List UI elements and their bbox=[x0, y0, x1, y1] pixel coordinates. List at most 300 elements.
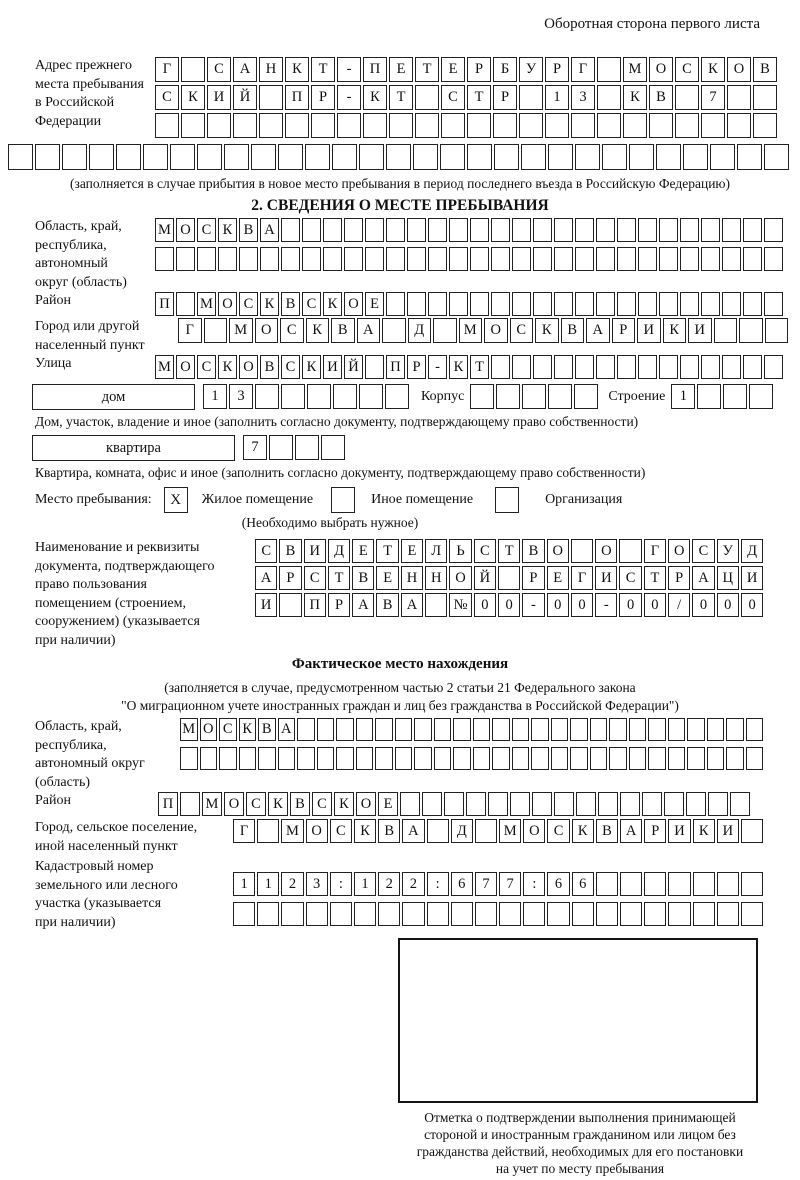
char-box[interactable]: О bbox=[449, 566, 471, 590]
char-box[interactable] bbox=[386, 247, 405, 271]
char-box[interactable] bbox=[714, 318, 738, 343]
char-box[interactable] bbox=[746, 718, 764, 741]
char-box[interactable]: Т bbox=[415, 57, 439, 82]
char-box[interactable] bbox=[180, 747, 198, 770]
char-box[interactable]: Д bbox=[741, 539, 763, 563]
char-box[interactable]: А bbox=[692, 566, 714, 590]
char-box[interactable] bbox=[701, 113, 725, 138]
char-box[interactable] bbox=[597, 85, 621, 110]
char-box[interactable] bbox=[590, 718, 608, 741]
char-box[interactable] bbox=[434, 718, 452, 741]
char-box[interactable] bbox=[764, 144, 789, 170]
char-box[interactable]: В bbox=[260, 355, 279, 379]
char-box[interactable] bbox=[533, 355, 552, 379]
char-box[interactable] bbox=[609, 718, 627, 741]
char-box[interactable] bbox=[307, 384, 331, 409]
char-box[interactable]: В bbox=[258, 718, 276, 741]
char-box[interactable] bbox=[717, 872, 739, 896]
char-box[interactable] bbox=[281, 902, 303, 926]
char-box[interactable]: О bbox=[344, 292, 363, 316]
char-box[interactable] bbox=[668, 872, 690, 896]
char-box[interactable] bbox=[727, 85, 751, 110]
char-box[interactable] bbox=[475, 902, 497, 926]
char-box[interactable] bbox=[204, 318, 228, 343]
char-box[interactable] bbox=[499, 902, 521, 926]
char-box[interactable]: В bbox=[561, 318, 585, 343]
char-box[interactable] bbox=[491, 355, 510, 379]
char-box[interactable] bbox=[575, 292, 594, 316]
char-box[interactable] bbox=[708, 792, 728, 816]
char-box[interactable]: К bbox=[623, 85, 647, 110]
char-box[interactable] bbox=[493, 113, 517, 138]
char-box[interactable]: И bbox=[637, 318, 661, 343]
char-box[interactable] bbox=[255, 384, 279, 409]
char-box[interactable]: Р bbox=[545, 57, 569, 82]
char-box[interactable] bbox=[680, 247, 699, 271]
char-box[interactable] bbox=[218, 247, 237, 271]
char-box[interactable] bbox=[617, 355, 636, 379]
char-box[interactable]: Д bbox=[408, 318, 432, 343]
char-box[interactable] bbox=[722, 292, 741, 316]
char-box[interactable] bbox=[687, 747, 705, 770]
char-box[interactable]: Г bbox=[644, 539, 666, 563]
char-box[interactable]: Т bbox=[498, 539, 520, 563]
char-box[interactable] bbox=[597, 113, 621, 138]
char-box[interactable]: Р bbox=[522, 566, 544, 590]
char-box[interactable]: Т bbox=[389, 85, 413, 110]
char-box[interactable] bbox=[596, 872, 618, 896]
char-box[interactable]: А bbox=[620, 819, 642, 843]
char-box[interactable] bbox=[642, 792, 662, 816]
char-box[interactable]: : bbox=[330, 872, 352, 896]
char-box[interactable]: Т bbox=[467, 85, 491, 110]
char-box[interactable]: 0 bbox=[547, 593, 569, 617]
char-box[interactable] bbox=[737, 144, 762, 170]
char-box[interactable] bbox=[281, 218, 300, 242]
char-box[interactable] bbox=[386, 144, 411, 170]
char-box[interactable] bbox=[623, 113, 647, 138]
char-box[interactable] bbox=[554, 792, 574, 816]
dom-type-field[interactable]: дом bbox=[32, 384, 195, 410]
char-box[interactable]: В bbox=[290, 792, 310, 816]
char-box[interactable] bbox=[664, 792, 684, 816]
char-box[interactable] bbox=[710, 144, 735, 170]
char-box[interactable] bbox=[512, 355, 531, 379]
char-box[interactable] bbox=[181, 113, 205, 138]
char-box[interactable] bbox=[278, 747, 296, 770]
char-box[interactable] bbox=[680, 292, 699, 316]
char-box[interactable]: Р bbox=[311, 85, 335, 110]
char-box[interactable] bbox=[617, 218, 636, 242]
char-box[interactable] bbox=[697, 384, 721, 409]
char-box[interactable]: Р bbox=[644, 819, 666, 843]
char-box[interactable] bbox=[306, 902, 328, 926]
char-box[interactable]: К bbox=[285, 57, 309, 82]
char-box[interactable] bbox=[354, 902, 376, 926]
char-box[interactable] bbox=[176, 247, 195, 271]
char-box[interactable]: Р bbox=[493, 85, 517, 110]
char-box[interactable]: О bbox=[176, 355, 195, 379]
char-box[interactable] bbox=[548, 384, 572, 409]
char-box[interactable] bbox=[363, 113, 387, 138]
char-box[interactable]: Т bbox=[470, 355, 489, 379]
char-box[interactable] bbox=[488, 792, 508, 816]
char-box[interactable]: 1 bbox=[545, 85, 569, 110]
char-box[interactable]: С bbox=[197, 355, 216, 379]
char-box[interactable]: О bbox=[306, 819, 328, 843]
char-box[interactable]: - bbox=[428, 355, 447, 379]
char-box[interactable] bbox=[531, 747, 549, 770]
char-box[interactable] bbox=[675, 113, 699, 138]
char-box[interactable]: 6 bbox=[451, 872, 473, 896]
char-box[interactable]: 0 bbox=[741, 593, 763, 617]
char-box[interactable] bbox=[648, 747, 666, 770]
char-box[interactable]: № bbox=[449, 593, 471, 617]
char-box[interactable] bbox=[470, 292, 489, 316]
char-box[interactable]: К bbox=[363, 85, 387, 110]
char-box[interactable] bbox=[444, 792, 464, 816]
char-box[interactable]: С bbox=[219, 718, 237, 741]
char-box[interactable]: И bbox=[304, 539, 326, 563]
char-box[interactable] bbox=[378, 902, 400, 926]
char-box[interactable] bbox=[701, 247, 720, 271]
char-box[interactable] bbox=[336, 718, 354, 741]
char-box[interactable]: К bbox=[218, 218, 237, 242]
char-box[interactable] bbox=[523, 902, 545, 926]
char-box[interactable]: 2 bbox=[378, 872, 400, 896]
char-box[interactable] bbox=[473, 747, 491, 770]
char-box[interactable]: М bbox=[180, 718, 198, 741]
char-box[interactable] bbox=[532, 792, 552, 816]
char-box[interactable] bbox=[620, 872, 642, 896]
char-box[interactable]: С bbox=[619, 566, 641, 590]
char-box[interactable] bbox=[686, 792, 706, 816]
char-box[interactable] bbox=[415, 85, 439, 110]
char-box[interactable] bbox=[649, 113, 673, 138]
char-box[interactable]: Е bbox=[441, 57, 465, 82]
kvartira-type-field[interactable]: квартира bbox=[32, 435, 235, 461]
char-box[interactable]: 3 bbox=[306, 872, 328, 896]
char-box[interactable] bbox=[659, 218, 678, 242]
char-box[interactable]: У bbox=[717, 539, 739, 563]
char-box[interactable]: В bbox=[352, 566, 374, 590]
char-box[interactable]: Е bbox=[378, 792, 398, 816]
char-box[interactable] bbox=[659, 355, 678, 379]
char-box[interactable] bbox=[407, 292, 426, 316]
char-box[interactable] bbox=[181, 57, 205, 82]
char-box[interactable] bbox=[302, 247, 321, 271]
char-box[interactable]: К bbox=[260, 292, 279, 316]
char-box[interactable]: 0 bbox=[644, 593, 666, 617]
char-box[interactable] bbox=[323, 247, 342, 271]
char-box[interactable] bbox=[395, 747, 413, 770]
char-box[interactable] bbox=[433, 318, 457, 343]
char-box[interactable] bbox=[258, 747, 276, 770]
char-box[interactable]: Й bbox=[344, 355, 363, 379]
char-box[interactable]: - bbox=[337, 85, 361, 110]
char-box[interactable]: Ь bbox=[449, 539, 471, 563]
char-box[interactable] bbox=[449, 292, 468, 316]
char-box[interactable] bbox=[375, 747, 393, 770]
char-box[interactable] bbox=[749, 384, 773, 409]
char-box[interactable] bbox=[753, 113, 777, 138]
char-box[interactable] bbox=[428, 292, 447, 316]
char-box[interactable] bbox=[233, 113, 257, 138]
char-box[interactable] bbox=[386, 218, 405, 242]
char-box[interactable] bbox=[554, 247, 573, 271]
char-box[interactable] bbox=[726, 747, 744, 770]
char-box[interactable] bbox=[336, 747, 354, 770]
char-box[interactable]: В bbox=[239, 218, 258, 242]
char-box[interactable]: С bbox=[155, 85, 179, 110]
char-box[interactable] bbox=[116, 144, 141, 170]
char-box[interactable] bbox=[644, 902, 666, 926]
char-box[interactable]: В bbox=[376, 593, 398, 617]
char-box[interactable]: И bbox=[688, 318, 712, 343]
char-box[interactable]: М bbox=[229, 318, 253, 343]
char-box[interactable]: Е bbox=[352, 539, 374, 563]
char-box[interactable] bbox=[707, 747, 725, 770]
char-box[interactable] bbox=[575, 144, 600, 170]
char-box[interactable] bbox=[596, 218, 615, 242]
char-box[interactable]: 0 bbox=[619, 593, 641, 617]
char-box[interactable] bbox=[365, 247, 384, 271]
char-box[interactable]: 1 bbox=[203, 384, 227, 409]
char-box[interactable] bbox=[359, 384, 383, 409]
char-box[interactable] bbox=[521, 144, 546, 170]
char-box[interactable] bbox=[533, 247, 552, 271]
char-box[interactable] bbox=[170, 144, 195, 170]
char-box[interactable]: О bbox=[727, 57, 751, 82]
char-box[interactable] bbox=[89, 144, 114, 170]
char-box[interactable]: А bbox=[233, 57, 257, 82]
char-box[interactable]: Р bbox=[668, 566, 690, 590]
char-box[interactable]: О bbox=[200, 718, 218, 741]
char-box[interactable]: А bbox=[278, 718, 296, 741]
char-box[interactable]: К bbox=[693, 819, 715, 843]
char-box[interactable]: К bbox=[701, 57, 725, 82]
char-box[interactable] bbox=[176, 292, 195, 316]
char-box[interactable]: М bbox=[459, 318, 483, 343]
char-box[interactable]: С bbox=[547, 819, 569, 843]
char-box[interactable]: М bbox=[202, 792, 222, 816]
char-box[interactable] bbox=[548, 144, 573, 170]
char-box[interactable] bbox=[602, 144, 627, 170]
char-box[interactable]: К bbox=[218, 355, 237, 379]
char-box[interactable] bbox=[470, 247, 489, 271]
char-box[interactable]: С bbox=[207, 57, 231, 82]
char-box[interactable] bbox=[722, 218, 741, 242]
char-box[interactable] bbox=[554, 292, 573, 316]
char-box[interactable] bbox=[638, 355, 657, 379]
char-box[interactable]: О bbox=[218, 292, 237, 316]
char-box[interactable] bbox=[382, 318, 406, 343]
char-box[interactable]: 7 bbox=[499, 872, 521, 896]
char-box[interactable] bbox=[680, 218, 699, 242]
char-box[interactable] bbox=[491, 218, 510, 242]
char-box[interactable] bbox=[197, 247, 216, 271]
char-box[interactable]: П bbox=[285, 85, 309, 110]
char-box[interactable] bbox=[675, 85, 699, 110]
char-box[interactable] bbox=[512, 718, 530, 741]
char-box[interactable]: О bbox=[356, 792, 376, 816]
char-box[interactable] bbox=[295, 435, 319, 460]
char-box[interactable]: О bbox=[595, 539, 617, 563]
char-box[interactable] bbox=[638, 292, 657, 316]
char-box[interactable]: 1 bbox=[257, 872, 279, 896]
char-box[interactable]: П bbox=[363, 57, 387, 82]
char-box[interactable] bbox=[764, 292, 783, 316]
char-box[interactable]: 0 bbox=[474, 593, 496, 617]
char-box[interactable] bbox=[8, 144, 33, 170]
char-box[interactable] bbox=[512, 292, 531, 316]
char-box[interactable]: М bbox=[197, 292, 216, 316]
char-box[interactable] bbox=[619, 539, 641, 563]
char-box[interactable] bbox=[746, 747, 764, 770]
char-box[interactable]: 7 bbox=[475, 872, 497, 896]
char-box[interactable] bbox=[344, 218, 363, 242]
char-box[interactable]: К bbox=[334, 792, 354, 816]
char-box[interactable]: 2 bbox=[402, 872, 424, 896]
char-box[interactable]: Л bbox=[425, 539, 447, 563]
char-box[interactable] bbox=[233, 902, 255, 926]
char-box[interactable] bbox=[259, 113, 283, 138]
char-box[interactable]: С bbox=[312, 792, 332, 816]
char-box[interactable]: Р bbox=[467, 57, 491, 82]
char-box[interactable] bbox=[638, 218, 657, 242]
char-box[interactable] bbox=[717, 902, 739, 926]
char-box[interactable] bbox=[414, 718, 432, 741]
char-box[interactable] bbox=[207, 113, 231, 138]
char-box[interactable]: 6 bbox=[572, 872, 594, 896]
char-box[interactable] bbox=[491, 292, 510, 316]
char-box[interactable] bbox=[428, 218, 447, 242]
char-box[interactable]: А bbox=[255, 566, 277, 590]
char-box[interactable] bbox=[62, 144, 87, 170]
char-box[interactable] bbox=[257, 819, 279, 843]
char-box[interactable] bbox=[317, 747, 335, 770]
char-box[interactable] bbox=[155, 247, 174, 271]
char-box[interactable] bbox=[547, 902, 569, 926]
char-box[interactable]: О bbox=[239, 355, 258, 379]
char-box[interactable] bbox=[470, 218, 489, 242]
char-box[interactable]: : bbox=[427, 872, 449, 896]
char-box[interactable] bbox=[656, 144, 681, 170]
char-box[interactable]: И bbox=[207, 85, 231, 110]
char-box[interactable] bbox=[522, 384, 546, 409]
char-box[interactable] bbox=[554, 218, 573, 242]
char-box[interactable] bbox=[741, 819, 763, 843]
char-box[interactable] bbox=[224, 144, 249, 170]
char-box[interactable]: А bbox=[357, 318, 381, 343]
char-box[interactable] bbox=[427, 819, 449, 843]
char-box[interactable]: В bbox=[753, 57, 777, 82]
char-box[interactable] bbox=[701, 292, 720, 316]
char-box[interactable] bbox=[576, 792, 596, 816]
char-box[interactable] bbox=[741, 872, 763, 896]
char-box[interactable]: Р bbox=[328, 593, 350, 617]
char-box[interactable]: А bbox=[260, 218, 279, 242]
char-box[interactable]: 1 bbox=[354, 872, 376, 896]
char-box[interactable] bbox=[512, 247, 531, 271]
char-box[interactable]: О bbox=[176, 218, 195, 242]
char-box[interactable]: У bbox=[519, 57, 543, 82]
char-box[interactable] bbox=[259, 85, 283, 110]
char-box[interactable] bbox=[365, 355, 384, 379]
char-box[interactable]: И bbox=[255, 593, 277, 617]
char-box[interactable] bbox=[494, 144, 519, 170]
char-box[interactable] bbox=[407, 218, 426, 242]
char-box[interactable] bbox=[496, 384, 520, 409]
char-box[interactable] bbox=[180, 792, 200, 816]
char-box[interactable] bbox=[386, 292, 405, 316]
char-box[interactable] bbox=[668, 902, 690, 926]
char-box[interactable] bbox=[723, 384, 747, 409]
char-box[interactable]: С bbox=[304, 566, 326, 590]
char-box[interactable] bbox=[344, 247, 363, 271]
char-box[interactable] bbox=[531, 718, 549, 741]
char-box[interactable] bbox=[422, 792, 442, 816]
char-box[interactable]: Т bbox=[644, 566, 666, 590]
char-box[interactable]: 0 bbox=[498, 593, 520, 617]
char-box[interactable]: С bbox=[246, 792, 266, 816]
char-box[interactable]: С bbox=[197, 218, 216, 242]
char-box[interactable]: О bbox=[668, 539, 690, 563]
char-box[interactable]: - bbox=[337, 57, 361, 82]
char-box[interactable] bbox=[574, 384, 598, 409]
char-box[interactable]: 0 bbox=[717, 593, 739, 617]
char-box[interactable]: Г bbox=[571, 566, 593, 590]
char-box[interactable]: С bbox=[441, 85, 465, 110]
char-box[interactable]: М bbox=[499, 819, 521, 843]
char-box[interactable] bbox=[519, 113, 543, 138]
char-box[interactable] bbox=[434, 747, 452, 770]
char-box[interactable]: 2 bbox=[281, 872, 303, 896]
char-box[interactable] bbox=[359, 144, 384, 170]
char-box[interactable]: / bbox=[668, 593, 690, 617]
char-box[interactable]: К bbox=[302, 355, 321, 379]
char-box[interactable]: Е bbox=[547, 566, 569, 590]
char-box[interactable]: Ц bbox=[717, 566, 739, 590]
char-box[interactable]: И bbox=[323, 355, 342, 379]
char-box[interactable] bbox=[598, 792, 618, 816]
char-box[interactable] bbox=[281, 247, 300, 271]
char-box[interactable]: С bbox=[675, 57, 699, 82]
char-box[interactable] bbox=[278, 144, 303, 170]
char-box[interactable]: В bbox=[279, 539, 301, 563]
char-box[interactable]: Р bbox=[279, 566, 301, 590]
char-box[interactable] bbox=[683, 144, 708, 170]
char-box[interactable]: О bbox=[484, 318, 508, 343]
char-box[interactable]: С bbox=[239, 292, 258, 316]
char-box[interactable]: О bbox=[224, 792, 244, 816]
char-box[interactable] bbox=[743, 292, 762, 316]
char-box[interactable] bbox=[239, 747, 257, 770]
char-box[interactable] bbox=[407, 247, 426, 271]
char-box[interactable]: А bbox=[586, 318, 610, 343]
char-box[interactable] bbox=[473, 718, 491, 741]
char-box[interactable] bbox=[467, 144, 492, 170]
char-box[interactable] bbox=[730, 792, 750, 816]
char-box[interactable]: В bbox=[522, 539, 544, 563]
char-box[interactable] bbox=[629, 144, 654, 170]
char-box[interactable] bbox=[425, 593, 447, 617]
char-box[interactable] bbox=[337, 113, 361, 138]
char-box[interactable] bbox=[428, 247, 447, 271]
char-box[interactable]: Й bbox=[474, 566, 496, 590]
char-box[interactable]: С bbox=[330, 819, 352, 843]
char-box[interactable]: - bbox=[522, 593, 544, 617]
